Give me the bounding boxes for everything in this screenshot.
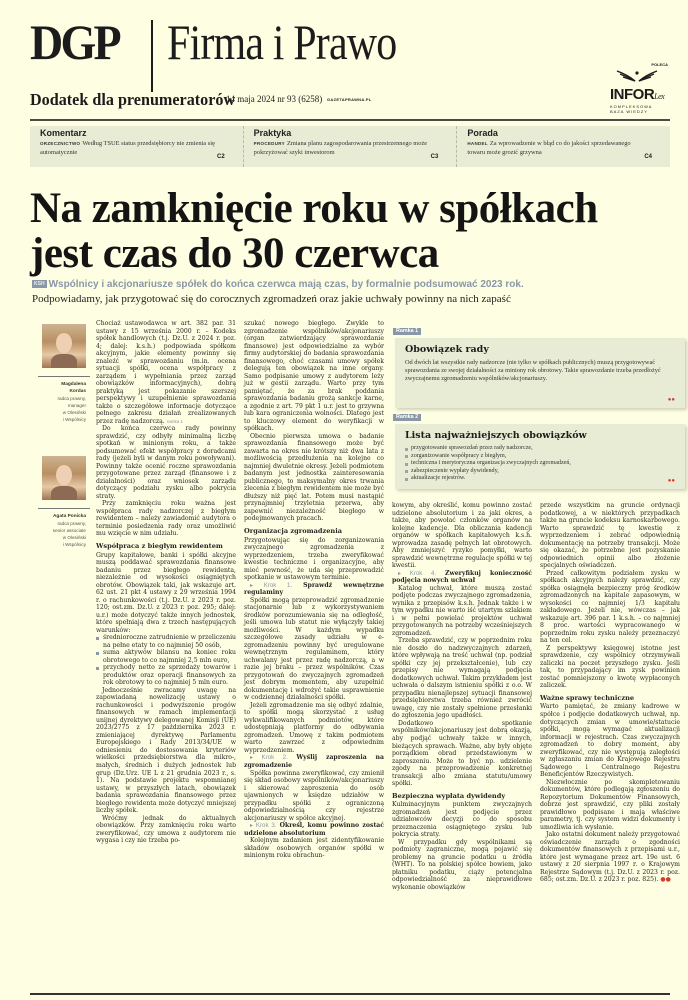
list-item: suma aktywów bilansu na koniec roku obrotowego to co najmniej 2,5 mln euro, bbox=[96, 649, 236, 664]
paragraph: kowym, aby określić, komu powinno zostać udzielone absolutorium i za jaki okres, a także, aby powołać członków organów na kolejne kadencje. Dla obliczania kadencji organów w spółkach kapitałowych k.s.h. wprowadza zasadę pełnych lat obrotowych. Aby zmniejszyć ryzyko pomyłki, warto sprawdzić wewnętrzne regulacje spółki w tej kwestii. bbox=[392, 502, 532, 570]
paragraph: Jeżeli zgromadzenie ma się odbyć zdalnie, to spółki mogą skorzystać z usług wykwalifikowanych podmiotów, które udostępniają platformy do odbywania zgromadzeń. Umowę z takim podmiotem warto zawrzeć z odpowiednim wyprzedzeniem. bbox=[244, 701, 384, 754]
lead-text: Podpowiadamy, jak przygotować się do corocznych zgromadzeń oraz jakie uchwały powinny na nich zapaść bbox=[32, 293, 511, 305]
paragraph: przede wszystkim na gruncie ordynacji podatkowej, a w niektórych przypadkach także na gruncie kodeksu karnoskarbowego. Warto sprawdzić tę kwestię z wyprzedzeniem i zebrać odpowiednią dokumentację na potrzeby transakcji. Może się okazać, że potrzebne jest pozyskanie odpowiednich opinii albo złożenie specjalnych oświadczeń. bbox=[540, 502, 680, 570]
topic-tag: KSH bbox=[34, 281, 45, 287]
infor-brand: INFORLex bbox=[610, 86, 665, 103]
end-mark-icon: ●● bbox=[660, 876, 671, 884]
box-council-duty bbox=[395, 338, 685, 408]
subheading: Organizacja zgromadzenia bbox=[244, 526, 342, 535]
paragraph: Kolejnym zadaniem jest zidentyfikowanie składów osobowych organów spółki w minionym roku obrachun- bbox=[244, 837, 384, 860]
step-heading: ▸ Krok 4. Zweryfikuj konieczność podjęcia nowych uchwał bbox=[392, 569, 532, 585]
paragraph: Dodatkowo spotkanie wspólników/akcjonariuszy jest dobrą okazją, aby podjąć uchwały także w innych, bieżących sprawach. Ważne, aby były objęte porządkiem obrad przedstawionym w zaproszeniu. Może to być np. udzielenie zgody na przeprowadzenie konkretnej transakcji albo zmiana statutu/umowy spółki. bbox=[392, 719, 532, 788]
subheading: Ważne sprawy techniczne bbox=[540, 693, 635, 702]
step-heading: ▸ Krok 3. Określ, komu powinno zostać udzielone absolutorium bbox=[244, 822, 385, 837]
paragraph: Niezwłocznie po skompletowaniu dokumentów, które podlegają zgłoszeniu do Repozytorium Dokumentów Finansowych, dobrze jest sprawdzić, czy pliki zostały prawidłowo podpisane i mają właściwe parametry, tj. czy system widzi dokumenty i umożliwia ich wysłanie. bbox=[540, 778, 680, 831]
list-item: przychody netto ze sprzedaży towarów i produktów oraz operacji finansowych za rok obrotowy to co najmniej 5 mln euro. bbox=[96, 664, 236, 687]
teaser-section: Komentarz bbox=[40, 128, 87, 138]
paragraph: Przed całkowitym podziałem zysku w spółkach akcyjnych należy sprawdzić, czy spółka osiągnęła bezpieczny próg środków zgromadzonych na kapitale zapasowym, w wysokości co najmniej 1/3 kapitału zakładowego. Jeżeli nie, wówczas – jak wskazuje art. 396 par. 1 k.s.h. – co najmniej 8 proc. wartości wypracowanego w poprzednim roku zysku należy przeznaczyć na ten cel. bbox=[540, 569, 680, 645]
paragraph: Przy zamknięciu roku ważna jest współpraca rady nadzorczej z biegłym rewidentem – należy zawiadomić audytora o terminie posiedzenia rady oraz umożliwić mu wzięcie w nim udziału. bbox=[96, 500, 236, 538]
page-bottom-rule bbox=[30, 993, 670, 995]
logo-divider bbox=[151, 20, 153, 92]
article-column-2 bbox=[244, 320, 384, 860]
dgp-logo: DGP bbox=[30, 14, 119, 70]
teaser-page: C2 bbox=[217, 154, 225, 160]
infor-lex-ad[interactable] bbox=[610, 62, 670, 114]
list-item: średnioroczne zatrudnienie w przeliczeniu na pełne etaty to co najmniej 50 osób, bbox=[96, 634, 236, 649]
list-item: przygotowanie sprawozdań przez rady nadzorcze, bbox=[405, 445, 675, 453]
teaser-text: Zmiana planu zagospodarowania przestrzennego może pokrzyżować szyki inwestorom bbox=[253, 140, 428, 156]
infor-tagline-1: KOMPLEKSOWA bbox=[610, 104, 653, 109]
masthead bbox=[30, 14, 670, 114]
box-title: Lista najważniejszych obowiązków bbox=[405, 430, 587, 441]
box-label: Ramka 2 bbox=[393, 414, 421, 421]
teaser-section: Praktyka bbox=[253, 128, 292, 138]
teaser-section: Porada bbox=[467, 128, 498, 138]
paragraph: Spółki mogą przeprowadzić zgromadzenie stacjonarnie lub z wykorzystywaniem środków porozumiewania się na odległość, jeśli umowa lub statut nie wyłączyły takiej możliwości. W każdym wypadku szczegółowe zasady udziału w e-zgromadzeniu powinny być uregulowane wewnętrznym regulaminem, który uchwalany jest przez radę nadzorczą, a w razie jej braku – przez wspólników. Czas przygotowań do zwyczajnych zgromadzeń jest dobrym momentem, aby uzupełnić dokumentację i wdrożyć takie usprawnienie w codziennej działalności spółki. bbox=[244, 596, 384, 702]
article-column-1 bbox=[96, 320, 236, 845]
author-rule bbox=[38, 508, 90, 509]
subheading: Współpraca z biegłym rewidentem bbox=[96, 541, 223, 550]
article-column-4 bbox=[540, 502, 680, 884]
list-item: aktualizacje rejestrów. bbox=[405, 475, 675, 483]
paragraph: Kulminacyjnym punktem zwyczajnych zgromadzeń jest podjęcie przez udziałowców decyzji co do sposobu przeznaczenia osiągniętego zysku lub pokrycia straty. bbox=[392, 801, 532, 839]
paragraph: szukać nowego biegłego. Zwykle to zgromadzenie wspólników/akcjonariuszy (organ zatwierdzający sprawozdanie finansowe) jest odpowiedzialne za wybór firmy audytorskiej do badania sprawozdania finansowego, choć czasami umowy spółek delegują ten obowiązek na inne organy. Samo podpisanie umowy z audytorem leży już w gestii zarządu. Warto przy tym pamiętać, że za brak poddania sprawozdania badaniu grożą sankcje karne, a zgodnie z art. 79 pkt 1 u.r. jest to grzywna lub kara ograniczenia wolności. Dlatego jest to kluczowy element do weryfikacji w spółkach. bbox=[244, 320, 384, 433]
paragraph: Wróćmy jednak do aktualnych obowiązków. Przy zamknięciu roku warto zweryfikować, czy umowa z audytorem nie wygasa i czy nie trzeba po- bbox=[96, 814, 236, 845]
end-mark-icon: ●● bbox=[667, 478, 675, 484]
teaser-praktyka[interactable] bbox=[243, 126, 457, 167]
list-item: techniczna i merytoryczna organizacja zwyczajnych zgromadzeń, bbox=[405, 460, 675, 468]
paragraph: Chociaż ustawodawca w art. 382 par. 31 ustawy z 15 września 2000 r. – Kodeks spółek handlowych (t.j. Dz.U. z 2024 r. poz. 4; dalej: k.s.h.) podpowiada spółkom akcyjnym, jakie elementy powinny się znaleźć w sprawozdaniu (m.in. ocena sytuacji spółki, ocena współpracy z zarządem i wypełniania przez zarząd obowiązków informacyjnych), dobrą praktyką jest pokazanie szerszej perspektywy i uzupełnienie sprawozdania także o szczegółowe informacje dotyczące pełnego zakresu działań zrealizowanych przez radę nadzorczą. ramka 1 bbox=[96, 320, 236, 425]
paragraph: Z perspektywy księgowej istotne jest sprawdzenie, czy wspólnicy otrzymywali zaliczki na poczet przyszłego zysku. Jeśli tak, to przypadający im zysk powinien zostać pomniejszony o kwotę wypłaconych zaliczek. bbox=[540, 644, 680, 690]
author-card: Magdalena Kordas radca prawny, manager w Olesiński i Wspólnicy bbox=[42, 324, 86, 423]
author-photo bbox=[42, 324, 86, 368]
site-link[interactable]: GAZETAPRAWNA.PL bbox=[327, 97, 372, 102]
paragraph: Spółka powinna zweryfikować, czy zmienił się skład osobowy wspólników/akcjonariuszy i skierować zaproszenia do osób ujawnionych w księdze udziałów w przypadku spółki z ograniczoną odpowiedzialnością czy rejestrze akcjonariuszy w spółce akcyjnej. bbox=[244, 769, 384, 822]
teaser-kicker: PROCEDURY bbox=[253, 141, 285, 146]
article-column-3 bbox=[392, 502, 532, 891]
teaser-text: Za wprowadzenie w błąd co do jakości sprzedawanego towaru może grozić grzywna bbox=[467, 140, 631, 156]
box-text: Od dwóch lat wszystkie rady nadzorcze (nie tylko w spółkach publicznych) muszą przygotowywać sprawozdania ze swojej działalności za miniony rok obrotowy. Takie sprawozdanie trzeba przedłożyć zwyczajnemu zgromadzeniu wspólników/akcjonariuszy. bbox=[405, 359, 661, 383]
conditions-list bbox=[96, 634, 236, 687]
paragraph: Trzeba sprawdzić, czy w poprzednim roku nie doszło do nadzwyczajnych zdarzeń, które wpływają na treść uchwał (np. podział spółki czy jej przekształcenie), lub czy przepisy nie wymagają podjęcia dodatkowych uchwał. Takim przykładem jest uchwała o dalszym istnieniu spółki z o.o. W przypadku nienajlepszej sytuacji finansowej przedsiębiorstwa trzeba również zwrócić uwagę, czy nie zostały spełnione przesłanki do zgłoszenia jego upadłości. bbox=[392, 637, 532, 720]
step-heading: ▸ Krok 1. Sprawdź wewnętrzne regulaminy bbox=[244, 581, 384, 597]
article-headline: Na zamknięcie roku w spółkach jest czas do 30 czerwca bbox=[30, 185, 598, 277]
teaser-page: C3 bbox=[430, 154, 439, 160]
list-item: zabezpieczenie wypłaty dywidendy, bbox=[405, 468, 675, 476]
issue-info: 14 maja 2024 nr 93 (6258) bbox=[226, 94, 323, 104]
author-rule bbox=[38, 376, 90, 377]
teaser-porada[interactable] bbox=[456, 126, 670, 167]
paragraph: Obecnie pierwsza umowa o badanie sprawozdania finansowego może być zawarta na okres nie krótszy niż dwa lata z możliwością przedłużenia na kolejne co najmniej dwuletnie okresy. Jeżeli podmiotem badanym jest jednostka zainteresowania publicznego, to maksymalny okres trwania zlecenia z biegłym rewidentem nie może być dłuższy niż pięć lat. Potem musi nastąpić przynajmniej trzyletnia przerwa, aby zapewnić niezależność biegłego w podejmowanych pracach. bbox=[244, 432, 384, 523]
recommends-label: POLECA bbox=[651, 62, 668, 67]
paragraph: Grupy kapitałowe, banki i spółki akcyjne muszą poddawać sprawozdania finansowe badaniu przez biegłego rewidenta, niezależnie od wysokości osiągniętych obrotów. Obowiązek taki, jak wskazuje art. 62 ust. 21 pkt 4 ustawy z 29 września 1994 r. o rachunkowości (t.j. Dz.U. z 2023 r. poz. 120; ost.zm. Dz.U. z 2023 r. poz. 295; dalej: u.r.) może dotyczyć także innych jednostek, które spełniają dwa z trzech następujących warunków: bbox=[96, 551, 236, 634]
end-mark-icon: ●● bbox=[667, 397, 675, 403]
paragraph: Warto pamiętać, że zmiany kadrowe w spółce i podjęcie dodatkowych uchwał, np. dotyczących zmian w umowie/statucie spółki, mogą wymagać aktualizacji informacji w rejestrach. Czas zwyczajnych zgromadzeń to dobry moment, aby zweryfikować, czy nie występują zaległości w zgłaszaniu zmian do Krajowego Rejestru Sądowego i Centralnego Rejestru Beneficjentów Rzeczywistych. bbox=[540, 703, 680, 779]
paragraph: W przypadku gdy wspólnikami są podmioty zagraniczne, mogą pojawić się problemy na gruncie podatku u źródła (WHT). To na polskiej spółce bowiem, jako płatniku podatku, ciąży potencjalna odpowiedzialność za nieprawidłowe wykonanie obowiązków bbox=[392, 838, 532, 891]
supplement-subtitle: Dodatek dla prenumeratorów bbox=[30, 90, 236, 109]
paragraph: Jako ostatni dokument należy przygotować oświadczenie zarządu o zgodności dokumentów finansowych z przepisami u.r., które jest wymagane przez art. 19e ust. 6 ustawy z 20 sierpnia 1997 r. o Krajowym Rejestrze Sądowym (t.j. Dz.U. z 2023 r. poz. 685; ost.zm. Dz.U. z 2023 r. poz. 825). ●● bbox=[540, 831, 680, 884]
box-reference[interactable]: ramka 1 bbox=[166, 418, 183, 424]
box-label: Ramka 1 bbox=[393, 328, 421, 335]
teaser-kicker: ORZECZNICTWO bbox=[40, 141, 81, 146]
lead-highlight: KSH Wspólnicy i akcjonariusze spółek do końca czerwca mają czas, by formalnie podsumować 2023 rok. bbox=[34, 279, 524, 290]
teaser-komentarz[interactable] bbox=[30, 126, 243, 167]
teaser-kicker: HANDEL bbox=[467, 141, 488, 146]
list-item: zorganizowanie współpracy z biegłym, bbox=[405, 453, 675, 461]
author-card: Agata Ponicka radca prawny, senior associate w Olesiński i Wspólnicy bbox=[42, 456, 86, 548]
step-heading: ▸ Krok 2. Wyślij zaproszenia na zgromadzenie bbox=[244, 754, 384, 769]
infor-tagline-2: BAZA WIEDZY bbox=[610, 109, 648, 114]
box-title: Obowiązek rady bbox=[405, 344, 489, 355]
teaser-text: Według TSUE status przedsiębiorcy nie zmienia się automatycznie bbox=[40, 140, 215, 156]
paragraph: Do końca czerwca rady powinny sprawdzić, czy odbyły minimalną liczbę spotkań w minionym roku, a także podsumować efekt współpracy z doradcami rady (jeżeli byli w danym roku powoływani). Powinny także ocenić roczne sprawozdania przygotowane przez zarząd (finansowe i z działalności) oraz wniosek zarządu dotyczący podziału zysku albo pokrycia straty. bbox=[96, 425, 236, 500]
section-title: Firma i Prawo bbox=[167, 14, 397, 70]
author-photo bbox=[42, 456, 86, 500]
section-teasers bbox=[30, 126, 670, 167]
duties-list bbox=[405, 445, 675, 483]
paragraph: Jednocześnie zwracamy uwagę na zapowiadaną nowelizację ustawy o rachunkowości i podwyższenie progów finansowych w ramach implementacji unijnej dyrektywy delegowanej Komisji (UE) 2023/2775 z 17 października 2023 r. zmieniającej dyrektywę Parlamentu Europejskiego i Rady 2013/34/UE w odniesieniu do dostosowania kryteriów wielkości przedsiębiorstwa dla mikro-, małych, średnich i dużych jednostek lub grup (Dz.Urz. UE L z 21 grudnia 2023 r., s. 1). Na podstawie projektu wspomnianej ustawy, w przyszłych latach, obowiązek badania sprawozdania finansowego przez biegłego rewidenta może dotyczyć mniejszej liczby spółek. bbox=[96, 686, 236, 815]
paragraph: Katalog uchwał, które muszą zostać podjęte podczas zwyczajnego zgromadzenia, wynika z przepisów k.s.h. Jednak także i w tym wypadku nie warto iść utartym szlakiem i w pełni powielać projektów uchwał przygotowanych na potrzeby wcześniejszych zgromadzeń. bbox=[392, 584, 532, 637]
masthead-rule bbox=[30, 119, 670, 121]
box-duties-list bbox=[395, 424, 685, 489]
teaser-page: C4 bbox=[644, 154, 653, 160]
paragraph: Przygotowując się do zorganizowania zwyczajnego zgromadzenia z wyprzedzeniem, trzeba zweryfikować kwestie techniczne i organizacyjne, aby mieć pewność, że uda się przeprowadzić spotkanie w ustawowym terminie. bbox=[244, 536, 384, 582]
eagle-wings-icon bbox=[616, 69, 658, 83]
subheading: Bezpieczna wypłata dywidendy bbox=[392, 791, 506, 800]
